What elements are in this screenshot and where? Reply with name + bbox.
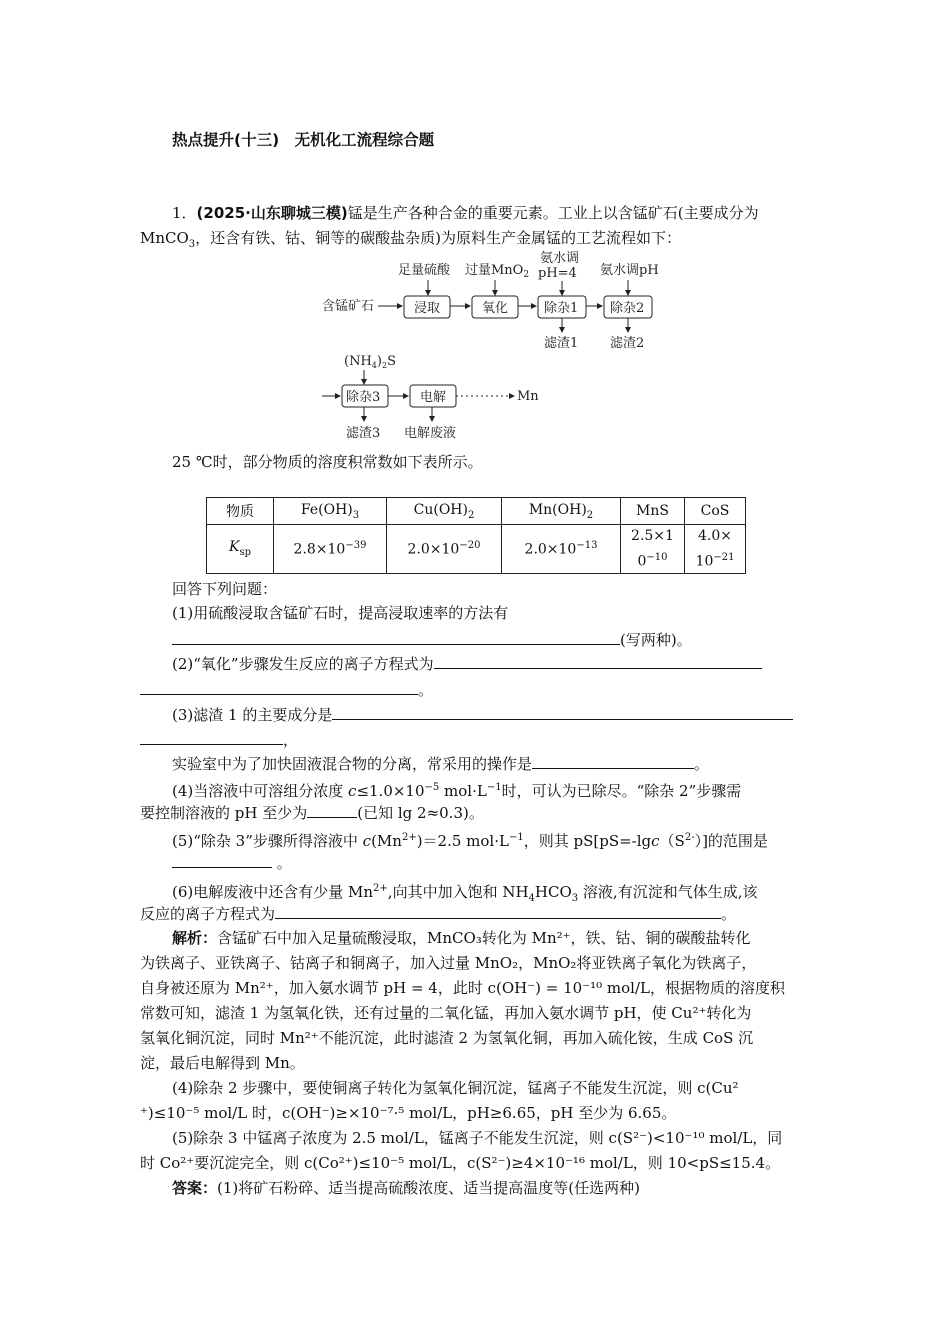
flow-electrolysis: 电解	[420, 390, 447, 405]
header-label: 物质	[207, 498, 274, 525]
q5-line1: (5)“除杂 3”步骤所得溶液中 $c(Mn^{2+})=2.5$ $mol\cdot L^{-1}$，则其 $pS[pS=-\lg c(S^{2-})]$的范围是	[172, 832, 768, 850]
reagent-mno2: 过量MnO$_2$	[465, 263, 530, 280]
analysis-p5-line1: (5)除杂 3 中锰离子浓度为 2.5 mol/L，锰离子不能发生沉淀，则 c(S²⁻)<10⁻¹⁰ mol/L，同	[172, 1129, 783, 1147]
ksp-table	[206, 497, 746, 574]
flow-impurity3: 除杂3	[346, 390, 381, 405]
answer-label: 答案：	[172, 1179, 218, 1197]
q2-blank-2[interactable]	[140, 678, 418, 695]
reagent-ph1-line1: 氨水调	[540, 251, 580, 266]
flow-waste: 电解废液	[404, 426, 457, 441]
intro-text: 锰是生产各种合金的重要元素。工业上以含锰矿石(主要成分为	[347, 204, 759, 222]
intro-formula: MnCO	[140, 229, 189, 247]
question-intro-line1	[172, 200, 759, 226]
analysis-p4-line1: (4)除杂 2 步骤中，要使铜离子转化为氢氧化铜沉淀，锰离子不能发生沉淀，则 c(Cu²	[172, 1079, 739, 1097]
analysis-line6: 淀，最后电解得到 Mn。	[140, 1054, 305, 1072]
q3-blank[interactable]	[332, 703, 793, 720]
ksp-feoh3: $2.8\times 10^{-39}$	[274, 525, 387, 574]
flow-residue2: 滤渣2	[610, 336, 645, 351]
q3-line1: (3)滤渣 1 的主要成分是	[172, 702, 793, 728]
q2-blank[interactable]	[434, 652, 762, 669]
reagent-ph1-line2: pH=4	[538, 266, 577, 281]
q1-text: (1)用硫酸浸取含锰矿石时，提高浸取速率的方法有	[172, 604, 509, 622]
q4-blank[interactable]	[307, 801, 357, 818]
q3-blank-2[interactable]	[140, 728, 283, 745]
header-cos: CoS	[685, 498, 746, 525]
row-label-ksp: $K_{sp}$	[207, 525, 274, 574]
flow-leach: 浸取	[414, 301, 441, 316]
flow-product: Mn	[517, 389, 539, 404]
question-number: 1．	[172, 204, 197, 222]
reagent-nh4s: $(NH_4)_2S$	[344, 354, 396, 370]
answer-intro: 回答下列问题：	[172, 580, 278, 598]
reagent-acid: 足量硫酸	[398, 263, 451, 278]
ksp-mnoh2: $2.0\times 10^{-13}$	[502, 525, 621, 574]
analysis-line1: 解析：含锰矿石中加入足量硫酸浸取，MnCO₃转化为 Mn²⁺，铁、钴、铜的碳酸盐转化	[172, 929, 751, 947]
ksp-cuoh2: $2.0\times 10^{-20}$	[387, 525, 502, 574]
question-source: (2025·山东聊城三模)	[196, 204, 348, 222]
flow-residue3: 滤渣3	[346, 426, 381, 441]
analysis-label: 解析：	[172, 929, 218, 947]
answer-text: (1)将矿石粉碎、适当提高硫酸浓度、适当提高温度等(任选两种)	[217, 1179, 640, 1197]
q3-lab-blank[interactable]	[532, 752, 694, 769]
table-intro: 25 ℃时，部分物质的溶度积常数如下表所示。	[172, 453, 483, 471]
flow-impurity2: 除杂2	[610, 301, 645, 316]
analysis-line5: 氢氧化铜沉淀，同时 Mn²⁺不能沉淀，此时滤渣 2 为氢氧化铜，再加入硫化铵，生成 CoS 沉	[140, 1029, 754, 1047]
q4-line1: (4)当溶液中可溶组分浓度 $c\le 1.0\times 10^{-5}$ $mol\cdot L^{-1}$时，可认为已除尽。“除杂 2”步骤需	[172, 782, 742, 800]
flow-oxidize: 氧化	[482, 301, 509, 316]
flow-residue1: 滤渣1	[544, 336, 579, 351]
analysis-p4-line2: ⁺)≤10⁻⁵ mol/L 时，c(OH⁻)≥×10⁻⁷·⁵ mol/L，pH≥6.65，pH 至少为 6.65。	[140, 1104, 677, 1122]
q4-line2: 要控制溶液的 pH 至少为 (已知 lg 2≈0.3)。	[140, 800, 484, 826]
header-mnoh2: $Mn(OH)_2$	[502, 498, 621, 525]
q2-line2: 。	[140, 677, 433, 703]
q6-line2: 反应的离子方程式为 。	[140, 901, 736, 927]
q6-line1: (6)电解废液中还含有少量 $Mn^{2+}$,向其中加入饱和 $NH_4HCO_3$ 溶液,有沉淀和气体生成,该	[172, 883, 758, 904]
answer-line	[172, 1175, 640, 1201]
q3-lab-line: 实验室中为了加快固液混合物的分离，常采用的操作是 。	[172, 751, 709, 777]
intro-text-2: ，还含有铁、钴、铜等的碳酸盐杂质)为原料生产金属锰的工艺流程如下：	[195, 229, 682, 247]
analysis-line3: 自身被还原为 Mn²⁺，加入氨水调节 pH = 4，此时 c(OH⁻) = 10⁻¹⁰ mol/L，根据物质的溶度积	[140, 979, 785, 997]
process-flow-diagram	[310, 250, 690, 450]
header-mns: MnS	[621, 498, 685, 525]
q5-line2: 。	[172, 850, 292, 876]
flow-impurity1: 除杂1	[544, 301, 579, 316]
ksp-cos: 4.0× $10^{-21}$	[685, 525, 746, 574]
q1-answer-line: (写两种)。	[172, 627, 692, 653]
flow-ore: 含锰矿石	[322, 299, 375, 314]
header-cuoh2: $Cu(OH)_2$	[387, 498, 502, 525]
header-feoh3: $Fe(OH)_3$	[274, 498, 387, 525]
q6-blank[interactable]	[275, 902, 721, 919]
q3-line2: ，	[140, 727, 298, 753]
intro-formula-sub: 3	[188, 239, 196, 250]
table-ksp-row	[207, 525, 746, 574]
table-header-row	[207, 498, 746, 525]
analysis-line2: 为铁离子、亚铁离子、钴离子和铜离子，加入过量 MnO₂，MnO₂将亚铁离子氧化为铁离子，	[140, 954, 757, 972]
page-title: 热点提升(十三) 无机化工流程综合题	[172, 131, 435, 149]
q2-line1: (2)“氧化”步骤发生反应的离子方程式为	[172, 651, 762, 677]
analysis-p5-line2: 时 Co²⁺要沉淀完全，则 c(Co²⁺)≤10⁻⁵ mol/L，c(S²⁻)≥4×10⁻¹⁶ mol/L，则 10<pS≤15.4。	[140, 1154, 781, 1172]
reagent-ph2: 氨水调pH	[600, 263, 659, 278]
ksp-mns: 2.5×1 $0^{-10}$	[621, 525, 685, 574]
q1-blank[interactable]	[172, 628, 620, 645]
q5-blank[interactable]	[172, 851, 272, 868]
analysis-line4: 常数可知，滤渣 1 为氢氧化铁，还有过量的二氧化锰，再加入氨水调节 pH，使 Cu²⁺转化为	[140, 1004, 752, 1022]
